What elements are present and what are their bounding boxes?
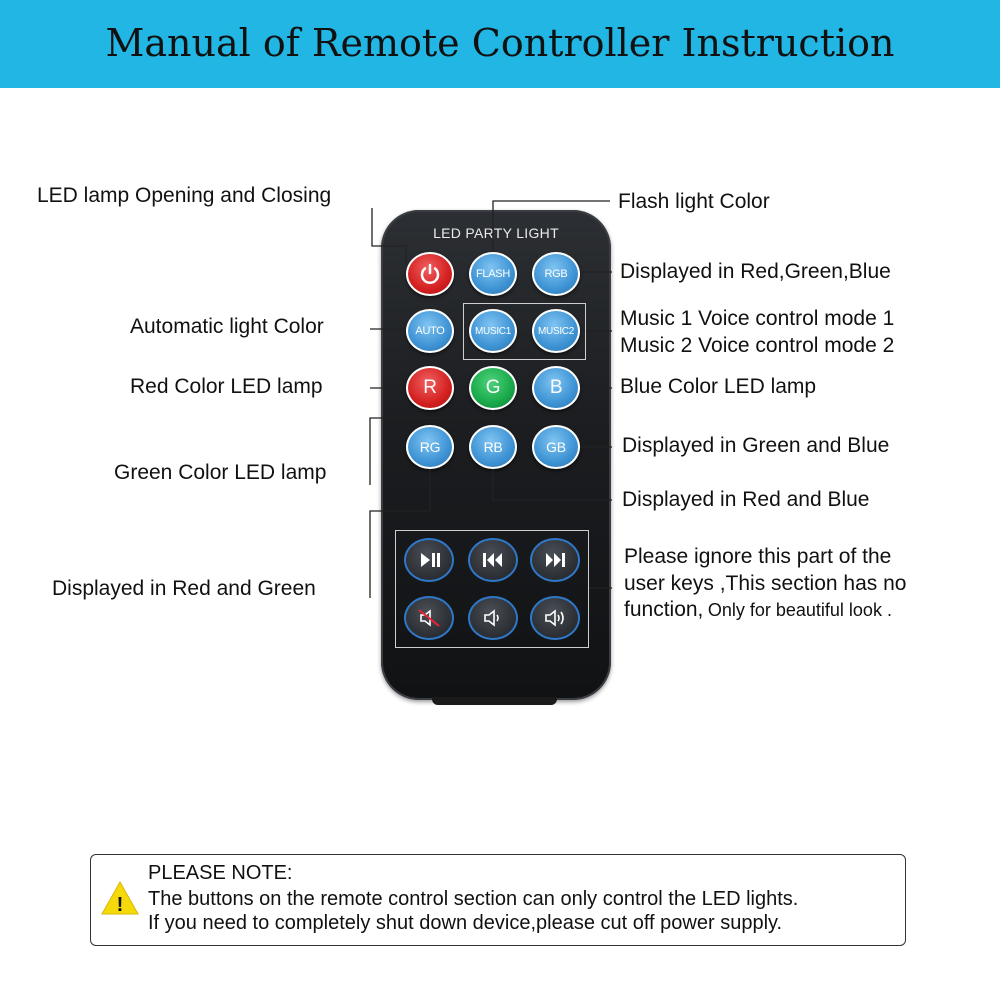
warning-icon [100,880,140,916]
callout-flash [493,201,610,252]
label-rgb: Displayed in Red,Green,Blue [620,260,891,283]
callout-power [372,208,406,262]
rb-button[interactable]: RB [469,425,517,469]
label-gb: Displayed in Green and Blue [622,434,890,457]
callout-green [370,410,493,485]
label-rb: Displayed in Red and Blue [622,488,870,511]
label-flash: Flash light Color [618,190,770,213]
label-green: Green Color LED lamp [114,461,327,484]
label-ignore-function: function, [624,598,704,621]
label-music1: Music 1 Voice control mode 1 [620,307,895,330]
label-ignore-line2: user keys ,This section has no [624,572,907,595]
remote-brand-label: LED PARTY LIGHT [433,225,559,241]
green-button[interactable]: G [469,366,517,410]
blue-button[interactable]: B [532,366,580,410]
note-line2: If you need to completely shut down device,please cut off power supply. [148,912,783,934]
label-music2: Music 2 Voice control mode 2 [620,334,895,357]
label-power: LED lamp Opening and Closing [37,184,332,207]
label-ignore-look: Only for beautiful look . [707,600,892,620]
label-ignore-line3 [624,598,892,622]
music2-button[interactable]: MUSIC2 [532,309,580,353]
label-red: Red Color LED lamp [130,375,323,398]
gb-button[interactable]: GB [532,425,580,469]
callout-rg [370,469,430,598]
label-blue: Blue Color LED lamp [620,375,817,398]
label-auto: Automatic light Color [130,315,324,338]
red-button[interactable]: R [406,366,454,410]
auto-button[interactable]: AUTO [406,309,454,353]
rg-button[interactable]: RG [406,425,454,469]
label-rg: Displayed in Red and Green [52,577,316,600]
rgb-button[interactable]: RGB [532,252,580,296]
callout-rb [493,469,612,500]
note-heading: PLEASE NOTE: [148,862,293,884]
music1-button[interactable]: MUSIC1 [469,309,517,353]
note-line1: The buttons on the remote control section can only control the LED lights. [148,888,799,910]
warning-symbol: ! [116,894,124,916]
flash-button[interactable]: FLASH [469,252,517,296]
page-title: Manual of Remote Controller Instruction [105,21,895,65]
label-ignore-line1: Please ignore this part of the [624,545,892,568]
